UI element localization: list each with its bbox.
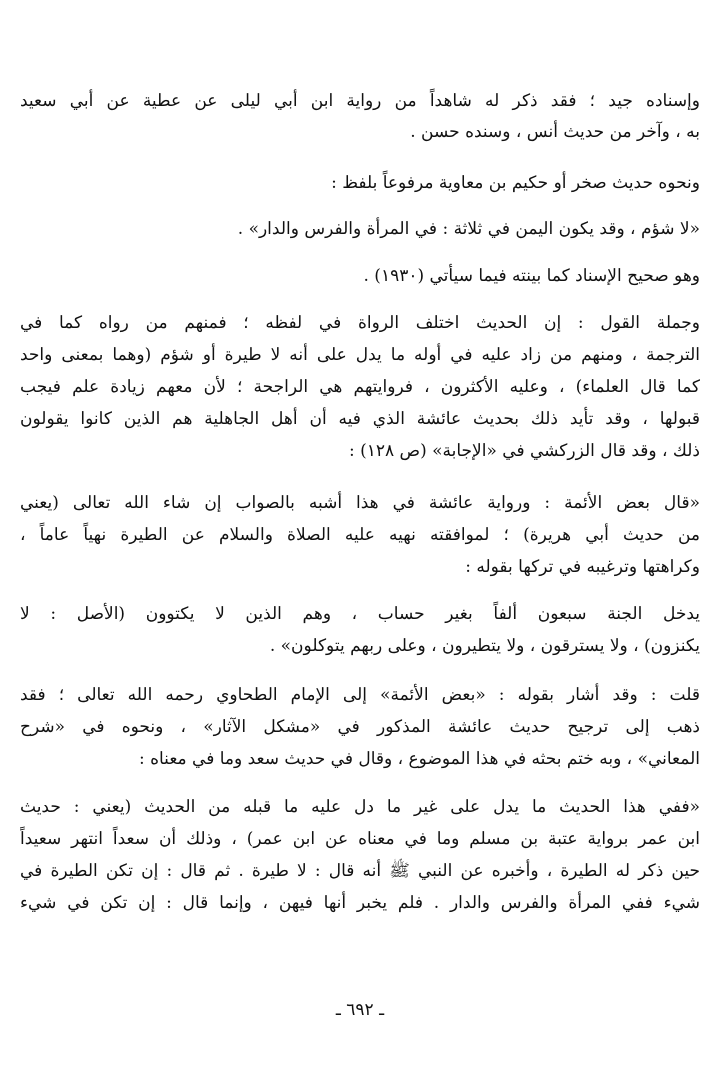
text-line-12: من حديث أبي هريرة) ؛ لموافقته نهيه عليه الصلاة والسلام عن الطيرة نهياً عاماً ، [20,525,700,545]
text-line-22: شيء ففي المرأة والفرس والدار . فلم يخبر أنها فيهن ، وإنما قال : إن تكن في شيء [20,893,700,913]
text-line-20: ابن عمر برواية عتبة بن مسلم وما في معناه عن ابن عمر) ، وذلك أن سعداً انتهر سعيداً [20,829,700,849]
text-line-15: يكنزون) ، ولا يسترقون ، ولا يتطيرون ، وعلى ربهم يتوكلون» . [269,636,700,656]
text-line-1: وإسناده جيد ؛ فقد ذكر له شاهداً من رواية ابن أبي ليلى عن عطية عن أبي سعيد [20,91,700,111]
text-line-14: يدخل الجنة سبعون ألفاً بغير حساب ، وهم الذين لا يكتوون (الأصل : لا [20,604,700,624]
page-body [20,80,700,1040]
text-line-17: ذهب إلى ترجيح حديث عائشة المذكور في «مشكل الآثار» ، ونحوه في «شرح [20,717,700,737]
text-line-7: الترجمة ، ومنهم من زاد عليه في أوله ما يدل على أنه لا طيرة أو شؤم (وهما بمعنى واحد [20,345,700,365]
text-line-6: وجملة القول : إن الحديث اختلف الرواة في لفظه ؛ فمنهم من رواه كما في [20,313,700,333]
text-line-8: كما قال العلماء) ، وعليه الأكثرون ، فروايتهم هي الراجحة ؛ لأن معهم زيادة علم فيجب [20,377,700,397]
text-line-5: وهو صحيح الإسناد كما بينته فيما سيأتي (١٩٣٠) . [363,266,700,286]
text-line-10: ذلك ، وقد قال الزركشي في «الإجابة» (ص ١٢٨) : [348,441,700,461]
text-line-13: وكراهتها وترغيبه في تركها بقوله : [465,557,700,577]
text-line-11: «قال بعض الأئمة : ورواية عائشة في هذا أشبه بالصواب إن شاء الله تعالى (يعني [20,493,700,513]
text-line-16: قلت : وقد أشار بقوله : «بعض الأئمة» إلى الإمام الطحاوي رحمه الله تعالى ؛ فقد [20,685,700,705]
text-line-21: حين ذكر له الطيرة ، وأخبره عن النبي ﷺ أنه قال : لا طيرة . ثم قال : إن تكن الطيرة في [20,861,700,881]
text-line-3: ونحوه حديث صخر أو حكيم بن معاوية مرفوعاً بلفظ : [331,173,700,193]
text-line-9: قبولها ، وقد تأيد ذلك بحديث عائشة الذي فيه أن أهل الجاهلية هم الذين كانوا يقولون [20,409,700,429]
text-line-19: «ففي هذا الحديث ما يدل على غير ما دل عليه ما قبله من الحديث (يعني : حديث [20,797,700,817]
page-number: ـ ٦٩٢ ـ [335,1000,385,1020]
text-line-18: المعاني» ، وبه ختم بحثه في هذا الموضوع ، وقال في حديث سعد وما في معناه : [138,749,700,769]
text-line-2: به ، وآخر من حديث أنس ، وسنده حسن . [410,122,700,142]
text-line-4: «لا شؤم ، وقد يكون اليمن في ثلاثة : في المرأة والفرس والدار» . [237,219,700,239]
